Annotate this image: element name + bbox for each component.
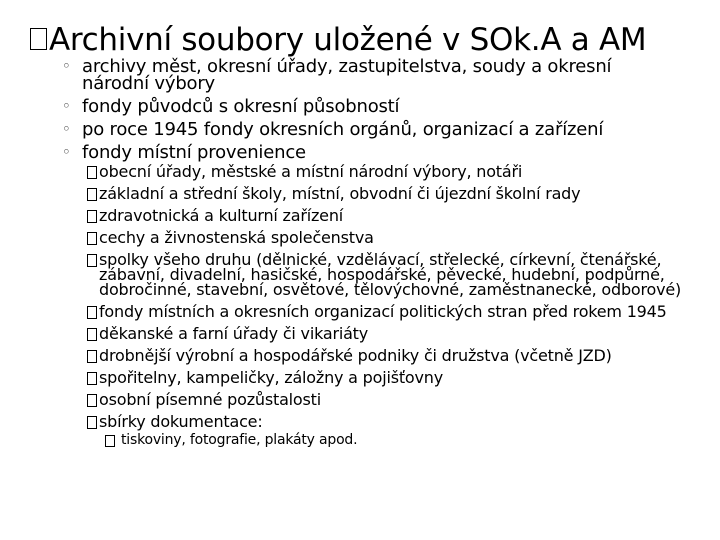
missing-glyph-icon [87,306,97,319]
sub-sub-bullet-list [99,433,687,448]
sub-list-item [87,414,687,448]
circle-bullet-icon: ◦ [62,143,71,161]
missing-glyph-icon [87,254,97,267]
sub-list-item-text: drobnější výrobní a hospodářské podniky či družstva (včetně JZD) [99,346,612,365]
missing-glyph-icon [87,350,97,363]
bullet-list [60,58,680,167]
sub-list-item-text: zdravotnická a kulturní zařízení [99,206,344,225]
sub-list-item [87,230,687,245]
sub-list-item-text: fondy místních a okresních organizací politických stran před rokem 1945 [99,302,667,321]
sub-list-item-text: osobní písemné pozůstalosti [99,390,321,409]
list-item-text: archivy měst, okresní úřady, zastupitelstva, soudy a okresní národní výbory [82,56,612,94]
sub-list-item-text: spořitelny, kampeličky, záložny a pojišťovny [99,368,443,387]
missing-glyph-icon [87,166,97,179]
missing-glyph-icon [87,232,97,245]
circle-bullet-icon: ◦ [62,57,71,75]
sub-list-item-text: obecní úřady, městské a místní národní výbory, notáři [99,162,523,181]
missing-glyph-icon [87,328,97,341]
sub-list-item-text: sbírky dokumentace: [99,412,263,431]
circle-bullet-icon: ◦ [62,97,71,115]
missing-glyph-icon [105,435,115,447]
sub-list-item [87,326,687,341]
sub-list-item [87,164,687,179]
sub-list-item [87,304,687,319]
list-item-text: po roce 1945 fondy okresních orgánů, organizací a zařízení [82,119,604,140]
list-item-text: fondy původců s okresní působností [82,96,400,117]
list-item [60,121,680,138]
slide-title-text: Archivní soubory uložené v SOk.A a AM [49,22,647,58]
sub-sub-list-item [105,433,687,448]
sub-list-item [87,252,687,297]
list-item [60,98,680,115]
slide-title [30,20,646,60]
missing-glyph-icon [87,210,97,223]
list-item [60,144,680,161]
sub-list-item [87,348,687,363]
sub-bullet-list [87,164,687,455]
sub-list-item [87,370,687,385]
missing-glyph-icon [87,372,97,385]
sub-list-item [87,186,687,201]
sub-list-item [87,208,687,223]
sub-list-item-text: základní a střední školy, místní, obvodní či újezdní školní rady [99,184,581,203]
sub-list-item-text: spolky všeho druhu (dělnické, vzdělávací, střelecké, církevní, čtenářské, zábavní, divadelní, hasičské, hospodářské, pěvecké, hudební, podpůrné, dobročinné, stavební, osvětové, tělovýchovné, zaměstnanecké, odborové) [99,250,682,299]
circle-bullet-icon: ◦ [62,120,71,138]
sub-list-item-text: cechy a živnostenská společenstva [99,228,374,247]
missing-glyph-icon [87,416,97,429]
list-item-text: fondy místní provenience [82,142,306,163]
list-item [60,58,680,92]
missing-glyph-icon [87,188,97,201]
sub-list-item-text: děkanské a farní úřady či vikariáty [99,324,369,343]
sub-list-item [87,392,687,407]
missing-glyph-icon [87,394,97,407]
sub-sub-list-item-text: tiskoviny, fotografie, plakáty apod. [121,432,358,448]
missing-glyph-icon [30,28,47,50]
